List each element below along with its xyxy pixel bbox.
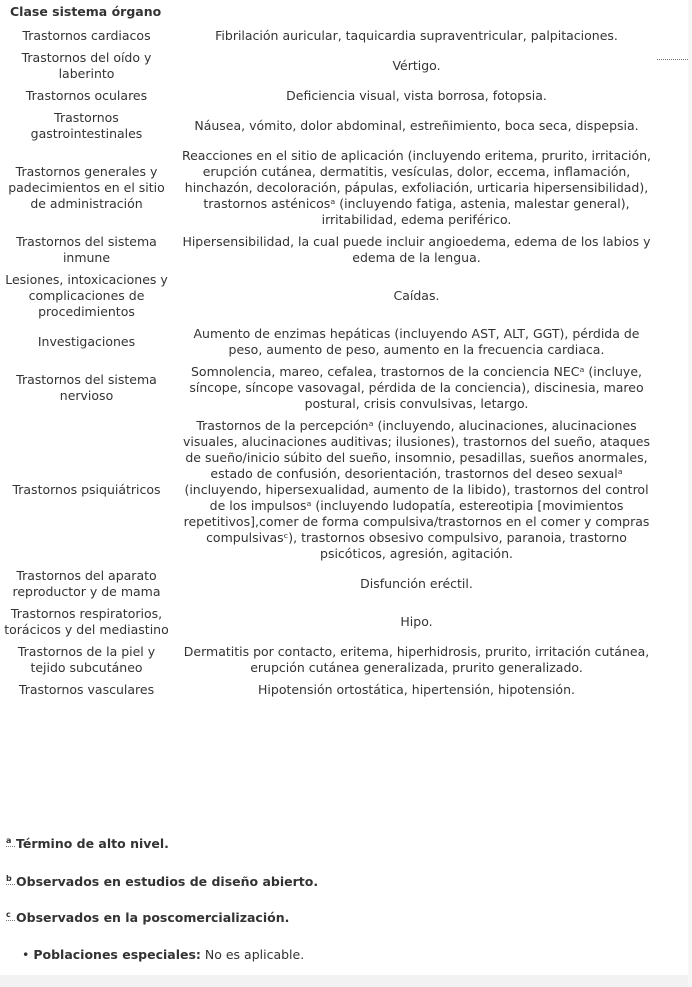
table-row bbox=[0, 145, 660, 231]
adverse-effects-table bbox=[0, 25, 660, 701]
table-row bbox=[0, 565, 660, 603]
adverse-effects-cell: Dermatitis por contacto, eritema, hiperhidrosis, prurito, irritación cutánea, erupción cutánea generalizada, prurito generalizado. bbox=[183, 644, 650, 675]
adverse-effects-cell: Náusea, vómito, dolor abdominal, estreñimiento, boca seca, dispepsia. bbox=[194, 118, 639, 133]
organ-class-cell: Trastornos del sistema nervioso bbox=[16, 372, 157, 403]
organ-class-cell: Trastornos del aparato reproductor y de mama bbox=[12, 568, 161, 599]
table-row bbox=[0, 25, 660, 47]
table-body bbox=[0, 25, 660, 701]
organ-class-cell: Trastornos vasculares bbox=[18, 682, 155, 697]
adverse-effects-cell: Disfunción eréctil. bbox=[360, 576, 473, 591]
table-row bbox=[0, 269, 660, 323]
adverse-effects-cell: Aumento de enzimas hepáticas (incluyendo AST, ALT, GGT), pérdida de peso, aumento de peso, aumento en la frecuencia cardiaca. bbox=[193, 326, 640, 357]
table-row bbox=[0, 679, 660, 701]
adverse-effects-cell: Somnolencia, mareo, cefalea, trastornos de la conciencia NECᵃ (incluye, síncope, síncope vasovagal, pérdida de la conciencia), discinesia, mareo postural, crisis convulsivas, letargo. bbox=[189, 364, 644, 411]
organ-class-cell: Trastornos respiratorios, torácicos y del mediastino bbox=[4, 606, 169, 637]
dotted-divider bbox=[657, 59, 688, 60]
adverse-effects-cell: Hipotensión ortostática, hipertensión, hipotensión. bbox=[258, 682, 575, 697]
organ-class-cell: Trastornos del oído y laberinto bbox=[21, 50, 152, 81]
adverse-effects-cell: Trastornos de la percepciónᵃ (incluyendo, alucinaciones, alucinaciones visuales, alucinaciones auditivas; ilusiones), trastornos del sueño, ataques de sueño/inicio súbito del sueño, insomnio, pesadillas, sueños anormales, estado de confusión, desorientación, trastornos del deseo sexualᵃ (incluyendo, hipersexualidad, aumento de la libido), trastornos del control de los impulsosᵃ (incluyendo ludopatía, estereotipia [movimientos repetitivos],comer de forma compulsiva/trastornos en el comer y compras compulsivasᶜ), trastornos obsesivo compulsivo, paranoia, trastorno psicóticos, agresión, agitación. bbox=[183, 418, 650, 561]
footnote-text: Observados en estudios de diseño abierto. bbox=[16, 874, 319, 889]
scrollbar-track[interactable] bbox=[688, 0, 692, 987]
organ-class-cell: Trastornos de la piel y tejido subcutáneo bbox=[17, 644, 156, 675]
table-row bbox=[0, 415, 660, 565]
organ-class-cell: Trastornos gastrointestinales bbox=[30, 110, 143, 141]
table-row bbox=[0, 603, 660, 641]
bullet-text: No es aplicable. bbox=[200, 947, 305, 962]
adverse-effects-cell: Vértigo. bbox=[392, 58, 441, 73]
organ-class-cell: Lesiones, intoxicaciones y complicaciones de procedimientos bbox=[5, 272, 168, 319]
footnote-mark[interactable]: a bbox=[6, 836, 15, 847]
footnote-mark[interactable]: c bbox=[6, 910, 15, 921]
organ-class-cell: Trastornos oculares bbox=[25, 88, 148, 103]
bottom-bar bbox=[0, 975, 688, 987]
footnote-mark[interactable]: b bbox=[6, 874, 15, 885]
organ-class-cell: Trastornos psiquiátricos bbox=[12, 482, 161, 497]
footnote-b bbox=[6, 874, 318, 889]
bullet-icon: • bbox=[22, 947, 30, 962]
adverse-effects-cell: Reacciones en el sitio de aplicación (incluyendo eritema, prurito, irritación, erupción cutánea, dermatitis, vesículas, dolor, eccema, inflamación, hinchazón, decoloración, pápulas, exfoliación, urticaria hipersensibilidad), trastornos asténicosᵃ (incluyendo fatiga, astenia, malestar general), irritabilidad, edema periférico. bbox=[181, 148, 652, 227]
adverse-effects-cell: Hipo. bbox=[400, 614, 433, 629]
adverse-effects-cell: Hipersensibilidad, la cual puede incluir angioedema, edema de los labios y edema de la lengua. bbox=[182, 234, 651, 265]
footnote-c bbox=[6, 910, 289, 925]
table-row bbox=[0, 323, 660, 361]
table-row bbox=[0, 231, 660, 269]
organ-class-cell: Trastornos del sistema inmune bbox=[16, 234, 157, 265]
organ-class-cell: Investigaciones bbox=[37, 334, 136, 349]
organ-class-cell: Trastornos cardiacos bbox=[22, 28, 151, 43]
table-title: Clase sistema órgano bbox=[10, 4, 162, 19]
table-row bbox=[0, 47, 660, 85]
table-row bbox=[0, 641, 660, 679]
footnote-text: Observados en la poscomercialización. bbox=[16, 910, 290, 925]
footnote-a bbox=[6, 836, 169, 851]
adverse-effects-cell: Deficiencia visual, vista borrosa, fotopsia. bbox=[286, 88, 547, 103]
table-row bbox=[0, 85, 660, 107]
table-row bbox=[0, 361, 660, 415]
table-row bbox=[0, 107, 660, 145]
special-populations-item bbox=[22, 947, 304, 962]
organ-class-cell: Trastornos generales y padecimientos en el sitio de administración bbox=[8, 164, 165, 211]
bullet-label: Poblaciones especiales: bbox=[33, 947, 201, 962]
adverse-effects-cell: Fibrilación auricular, taquicardia supraventricular, palpitaciones. bbox=[215, 28, 618, 43]
adverse-effects-cell: Caídas. bbox=[393, 288, 440, 303]
footnote-text: Término de alto nivel. bbox=[16, 836, 169, 851]
